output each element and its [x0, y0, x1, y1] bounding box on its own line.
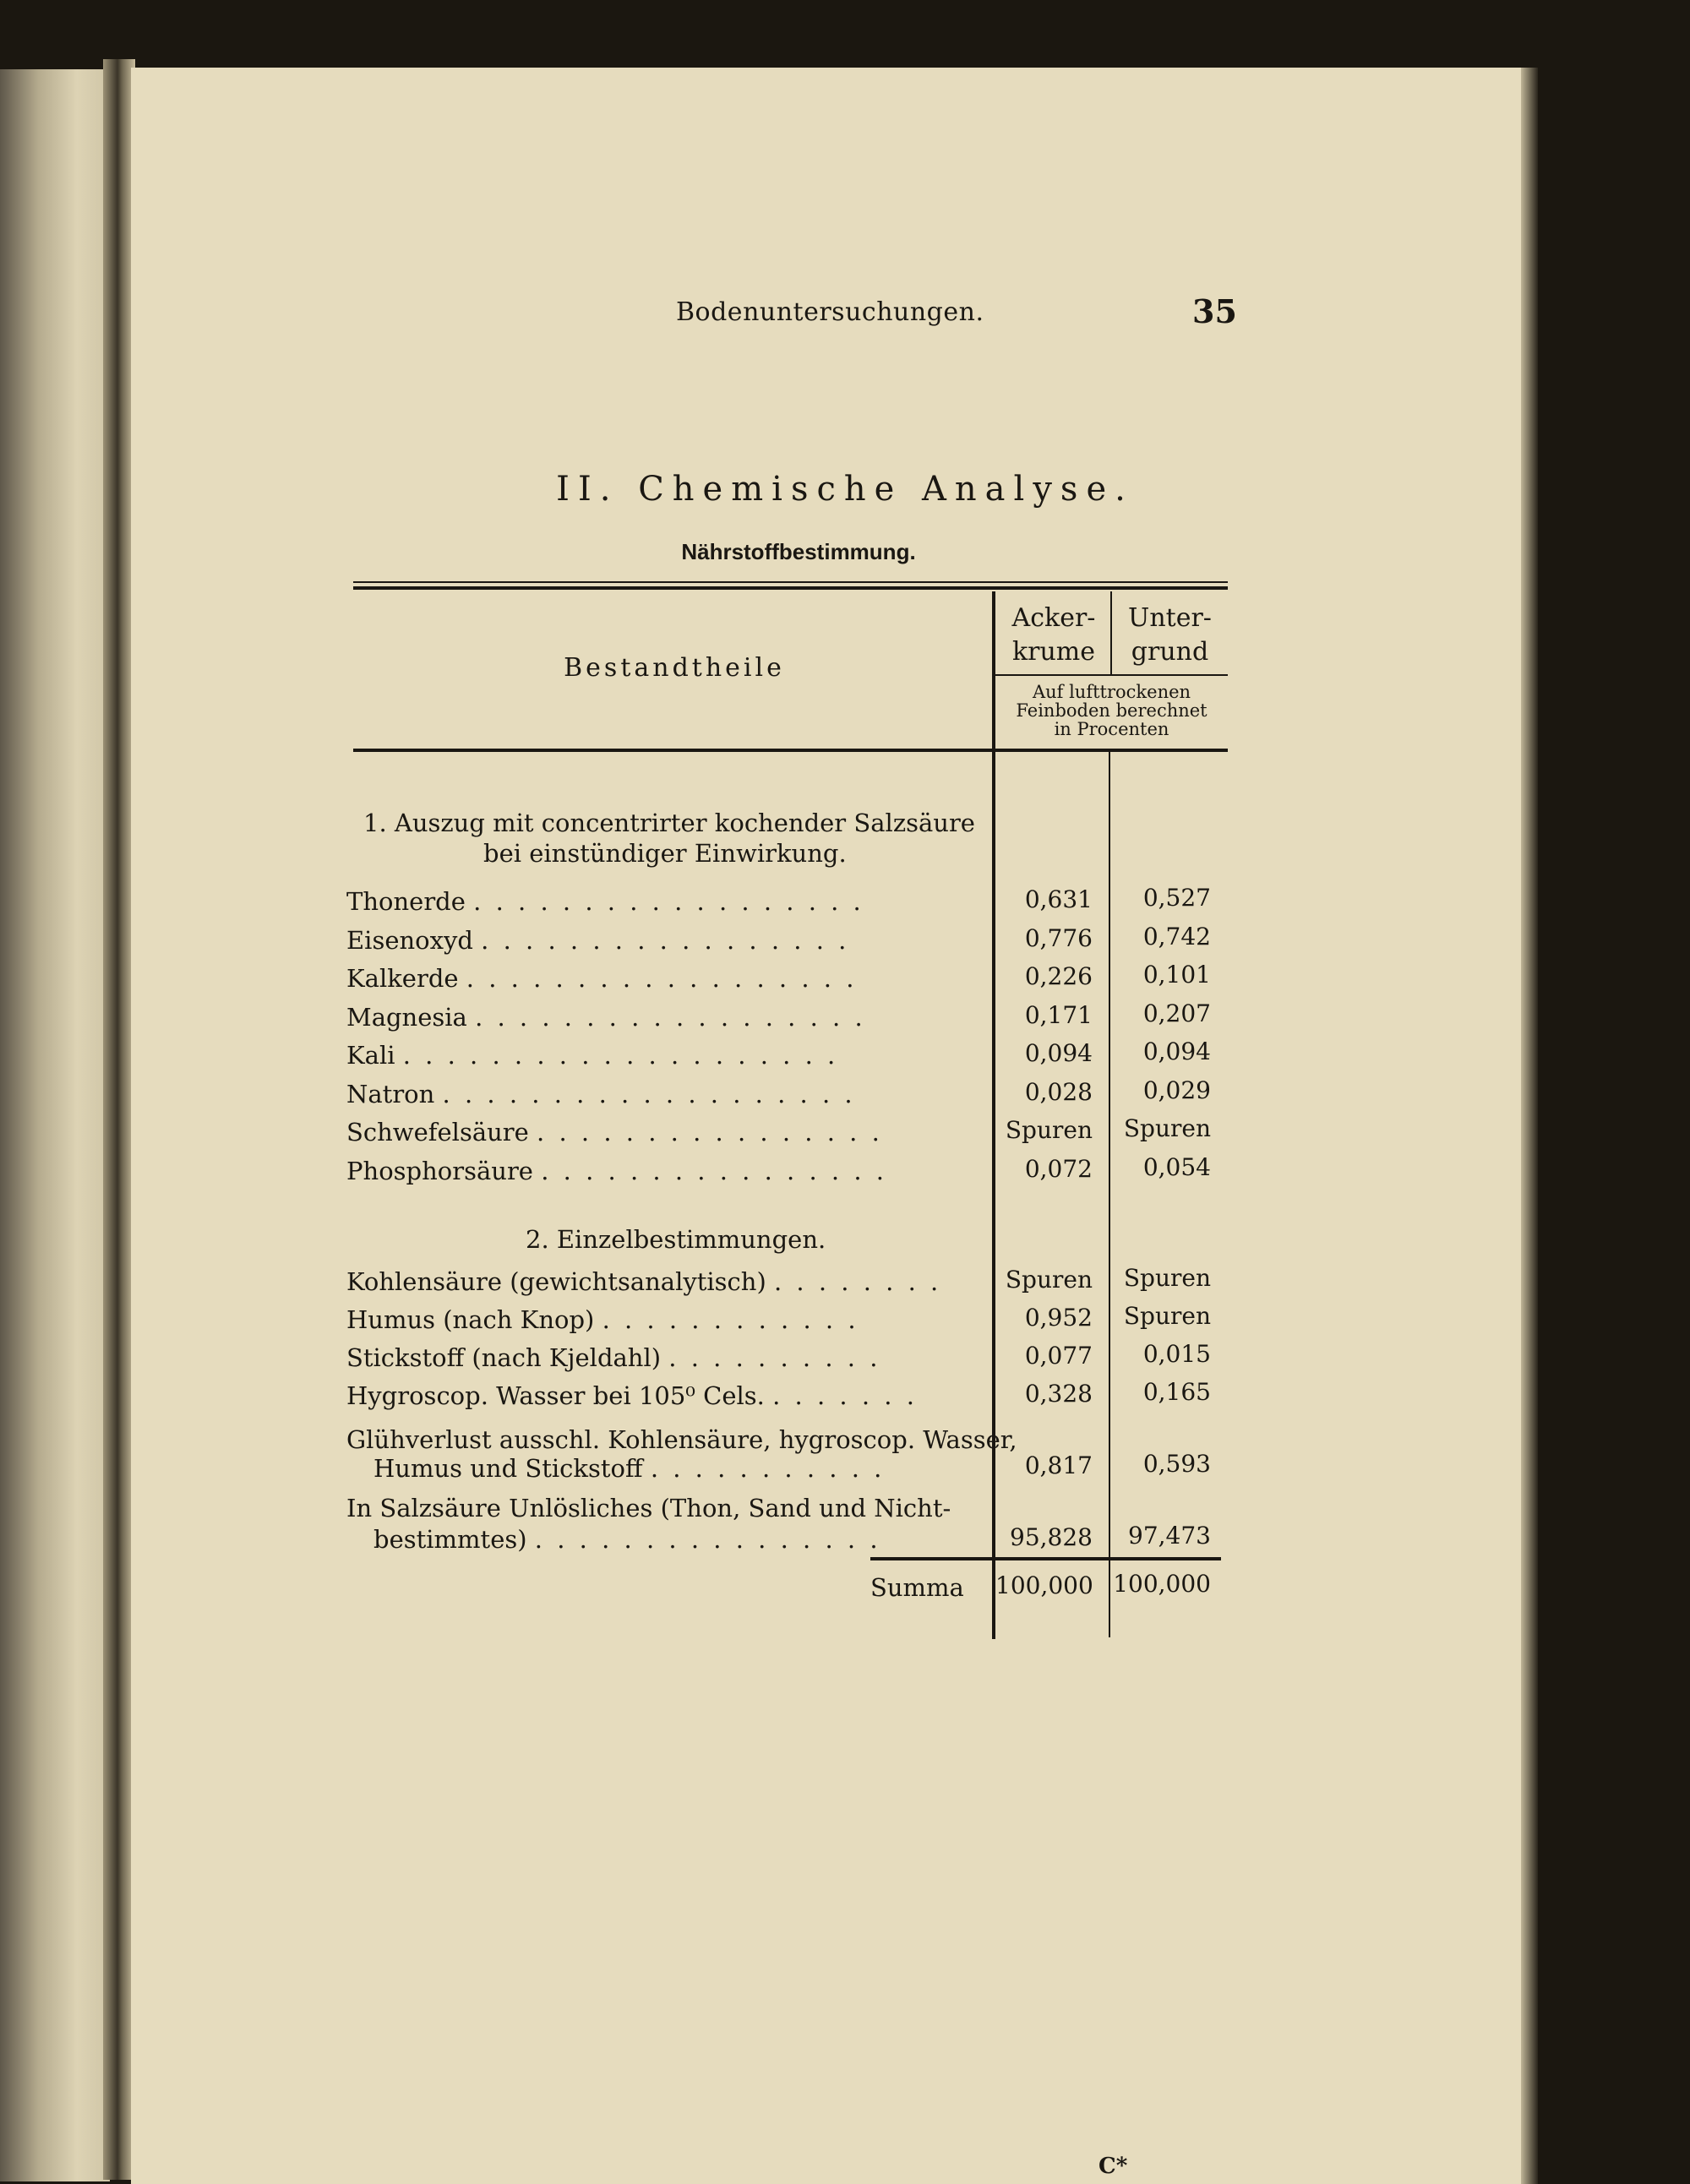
leader-dots: . . . . . . . . . . . . . . . . . . [475, 1002, 866, 1032]
leader-dots: . . . . . . . . . . . . . . . . . . [473, 887, 864, 916]
value-untergrund: 0,165 [1142, 1378, 1211, 1406]
basis-line-3: in Procenten [1054, 719, 1169, 739]
summa-ackerkrume: 100,000 [995, 1571, 1093, 1599]
row-label: Thonerde . . . . . . . . . . . . . . . . . . [346, 887, 864, 916]
row-label-unloesliches-1: In Salzsäure Unlösliches (Thon, Sand und Nicht- [346, 1494, 951, 1522]
leader-dots: . . . . . . . [772, 1381, 918, 1410]
value-ackerkrume: 0,028 [1024, 1077, 1093, 1106]
leader-dots: . . . . . . . . [774, 1267, 942, 1296]
header-ackerkrume-1: Acker- [1011, 603, 1096, 633]
value-ackerkrume-unloesliches: 95,828 [1010, 1523, 1093, 1551]
value-untergrund-gluehverlust: 0,593 [1142, 1450, 1211, 1478]
value-ackerkrume: 0,952 [1024, 1304, 1093, 1332]
leader-dots: . . . . . . . . . . [668, 1343, 881, 1372]
column-divider-header [1110, 591, 1112, 674]
value-untergrund: Spuren [1123, 1264, 1211, 1292]
row-label: Magnesia . . . . . . . . . . . . . . . . . . [346, 1002, 866, 1032]
section-title: II. Chemische Analyse. [556, 470, 1134, 509]
table-subtitle: Nährstoffbestimmung. [681, 539, 916, 564]
sum-rule [870, 1557, 1221, 1560]
page-number: 35 [1192, 292, 1237, 330]
value-untergrund: 0,207 [1142, 999, 1211, 1027]
summa-label: Summa [870, 1573, 964, 1602]
top-rule-thin [353, 581, 1228, 583]
header-untergrund-2: grund [1131, 637, 1209, 667]
top-rule-thick [353, 586, 1228, 590]
right-page-edge [1521, 68, 1538, 2184]
value-untergrund: 0,101 [1142, 961, 1211, 989]
row-label: Humus (nach Knop) . . . . . . . . . . . . [346, 1305, 859, 1334]
value-untergrund: 0,029 [1142, 1076, 1211, 1104]
header-ackerkrume-2: krume [1011, 637, 1096, 667]
row-label-gluehverlust-2: Humus und Stickstoff . . . . . . . . . . . [373, 1454, 886, 1483]
value-ackerkrume: Spuren [1005, 1266, 1093, 1294]
value-ackerkrume: 0,776 [1024, 923, 1093, 952]
row-label: Kalkerde . . . . . . . . . . . . . . . . . . [346, 964, 858, 993]
value-untergrund: Spuren [1123, 1114, 1211, 1142]
leader-dots: . . . . . . . . . . . . . . . . [534, 1525, 881, 1554]
leader-dots: . . . . . . . . . . . . [602, 1305, 859, 1334]
signature-mark: C* [1098, 2154, 1128, 2179]
value-ackerkrume: 0,072 [1024, 1154, 1093, 1183]
value-untergrund: Spuren [1123, 1302, 1211, 1330]
value-ackerkrume: 0,328 [1024, 1380, 1093, 1408]
leader-dots: . . . . . . . . . . . . . . . . . [481, 925, 850, 955]
leader-dots: . . . . . . . . . . . . . . . . . . . . [402, 1041, 839, 1070]
value-untergrund: 0,742 [1142, 922, 1211, 950]
basis-line-1: Auf lufttrockenen [1032, 682, 1191, 702]
value-ackerkrume: 0,171 [1024, 1000, 1093, 1029]
value-ackerkrume-gluehverlust: 0,817 [1024, 1451, 1093, 1479]
value-ackerkrume: 0,077 [1024, 1342, 1093, 1370]
basis-line-2: Feinboden berechnet [1016, 700, 1208, 721]
column-divider-right [1109, 752, 1110, 1637]
leader-dots: . . . . . . . . . . . . . . . . . . . [442, 1079, 856, 1108]
group1-title-line1: 1. Auszug mit concentrirter kochender Salzsäure [363, 809, 975, 837]
row-label: Eisenoxyd . . . . . . . . . . . . . . . . . [346, 925, 850, 955]
value-untergrund-unloesliches: 97,473 [1128, 1522, 1211, 1549]
header-untergrund-1: Unter- [1128, 603, 1212, 633]
header-inner-rule [995, 674, 1228, 676]
value-untergrund: 0,054 [1142, 1152, 1211, 1181]
row-label: Phosphorsäure . . . . . . . . . . . . . . . . [346, 1156, 887, 1185]
group2-title: 2. Einzelbestimmungen. [526, 1225, 826, 1254]
left-page-edge [0, 69, 110, 2181]
column-divider-left [992, 591, 995, 1639]
row-label: Hygroscop. Wasser bei 105⁰ Cels. . . . . . . . [346, 1381, 918, 1410]
value-ackerkrume: 0,226 [1024, 962, 1093, 990]
leader-dots: . . . . . . . . . . . . . . . . . . [466, 964, 858, 993]
row-label-gluehverlust-1: Glühverlust ausschl. Kohlensäure, hygroscop. Wasser, [346, 1425, 1017, 1454]
value-untergrund: 0,527 [1142, 884, 1211, 912]
running-head: Bodenuntersuchungen. [676, 297, 984, 327]
row-label: Stickstoff (nach Kjeldahl) . . . . . . . . . . [346, 1343, 881, 1372]
row-label: Kali . . . . . . . . . . . . . . . . . . . . [346, 1041, 839, 1070]
group1-title-line2: bei einstündiger Einwirkung. [483, 839, 847, 868]
row-label: Natron . . . . . . . . . . . . . . . . . . . [346, 1079, 856, 1108]
value-ackerkrume: Spuren [1005, 1116, 1093, 1144]
row-label: Kohlensäure (gewichtsanalytisch) . . . . . . . . [346, 1267, 942, 1296]
value-untergrund: 0,015 [1142, 1340, 1211, 1368]
value-ackerkrume: 0,094 [1024, 1039, 1093, 1067]
leader-dots: . . . . . . . . . . . [650, 1454, 886, 1483]
leader-dots: . . . . . . . . . . . . . . . . [541, 1156, 887, 1185]
row-label-unloesliches-2: bestimmtes) . . . . . . . . . . . . . . . . [373, 1525, 881, 1554]
summa-untergrund: 100,000 [1113, 1570, 1211, 1598]
row-label: Schwefelsäure . . . . . . . . . . . . . . . . [346, 1118, 883, 1146]
header-bottom-rule [353, 749, 1228, 752]
leader-dots: . . . . . . . . . . . . . . . . [537, 1118, 883, 1146]
value-ackerkrume: 0,631 [1024, 885, 1093, 913]
header-bestandtheile: Bestandtheile [564, 653, 785, 683]
value-untergrund: 0,094 [1142, 1038, 1211, 1065]
